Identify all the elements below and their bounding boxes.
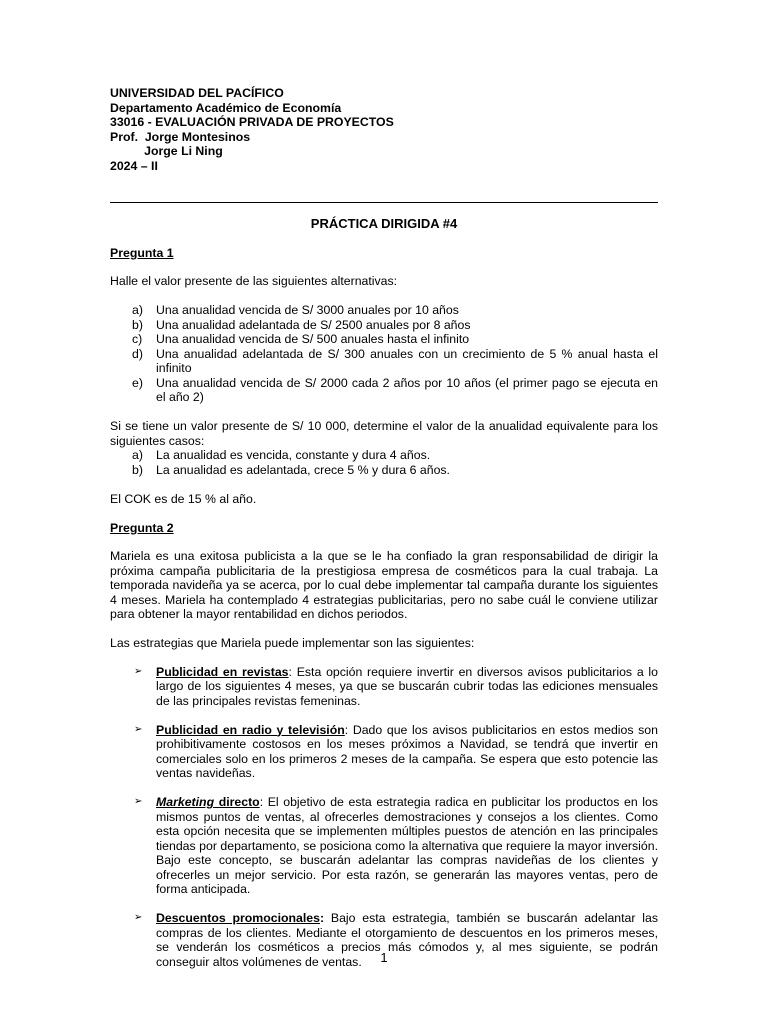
header-university: UNIVERSIDAD DEL PACÍFICO: [110, 86, 284, 100]
item-text: La anualidad es adelantada, crece 5 % y dura 6 años.: [156, 462, 450, 477]
item-text: Una anualidad vencida de S/ 500 anuales hasta el infinito: [156, 332, 470, 346]
item-label: a): [132, 303, 143, 317]
document-body: [110, 217, 658, 984]
strategy-separator: :: [288, 664, 292, 679]
strategy-separator: :: [319, 911, 325, 925]
item-label: e): [132, 375, 143, 390]
item-text: Una anualidad adelantada de S/ 300 anuales con un crecimiento de 5 % anual hasta el infinito: [156, 346, 658, 375]
item-label: b): [132, 462, 143, 477]
item-label: b): [132, 317, 143, 332]
question-2-heading: Pregunta 2: [110, 520, 174, 535]
question-1-cases: [110, 448, 658, 477]
header-course: 33016 - EVALUACIÓN PRIVADA DE PROYECTOS: [110, 115, 394, 129]
question-1-second-intro: Si se tiene un valor presente de S/ 10 000, determine el valor de la anualidad equivalente para los siguientes casos:: [110, 419, 658, 448]
strategy-text: El objetivo de esta estrategia radica en publicitar los productos en los mismos puntos de ventas, al ofrecerles demostraciones y consejos a los clientes. Como esta opción necesita que se implementen múltiples puestos de atención en las principales tiendas por departamento, se posiciona como la alternativa que requiere la mayor inversión. Bajo este concepto, se buscarán adelantar las compras navideñas de los clientes y ofrecerles un mejor servicio. Por esta razón, se generarán las mayores ventas, pero de forma anticipada.: [156, 795, 658, 896]
strategy-separator: :: [259, 795, 264, 809]
strategy-name: directo: [214, 795, 260, 809]
header-professor-1: Prof. Jorge Montesinos: [110, 129, 251, 144]
list-item: [110, 332, 658, 347]
page-title: PRÁCTICA DIRIGIDA #4: [310, 216, 458, 231]
header-department: Departamento Académico de Economía: [110, 100, 342, 115]
question-1-cok: El COK es de 15 % al año.: [110, 491, 257, 506]
strategy-item: [110, 795, 658, 897]
list-item: [110, 463, 658, 478]
strategy-name-italic: Marketing: [156, 795, 215, 809]
question-2-paragraph-1: Mariela es una exitosa publicista a la que se le ha confiado la gran responsabilidad de dirigir la próxima campaña publicitaria de la prestigiosa empresa de cosméticos para la cual trabaja. La temporada navideña ya se acerca, por lo cual debe implementar tal campaña durante los siguientes 4 meses. Mariela ha contemplado 4 estrategias publicitarias, pero no sabe cuál le conviene utilizar para obtener la mayor rentabilidad en dichos periodos.: [110, 549, 658, 621]
header-divider: [110, 202, 658, 203]
item-label: a): [132, 448, 143, 462]
list-item: [110, 376, 658, 405]
arrow-bullet-icon: ➢: [134, 723, 143, 735]
arrow-bullet-icon: ➢: [134, 796, 143, 807]
strategy-text: Dado que los avisos publicitarios en estos medios son prohibitivamente costosos en los meses próximos a Navidad, se tendrá que invertir en comerciales solo en los primeros 2 meses de la campaña. Se espera que esto potencie las ventas navideñas.: [156, 722, 658, 780]
header-term: 2024 – II: [110, 158, 158, 173]
strategy-item: [110, 665, 658, 709]
document-header: [110, 86, 394, 173]
question-1-heading: Pregunta 1: [110, 245, 174, 260]
list-item: [110, 347, 658, 376]
list-item: [110, 318, 658, 333]
item-text: Una anualidad vencida de S/ 3000 anuales por 10 años: [156, 303, 459, 317]
page-number: 1: [380, 950, 388, 965]
item-text: La anualidad es vencida, constante y dura 4 años.: [156, 448, 431, 462]
strategy-item: [110, 723, 658, 781]
strategy-separator: :: [344, 722, 349, 737]
strategies-list: [110, 665, 658, 970]
item-label: c): [132, 332, 143, 346]
header-professor-2: Jorge Li Ning: [110, 144, 223, 158]
question-1-intro: Halle el valor presente de las siguientes alternativas:: [110, 274, 398, 288]
arrow-bullet-icon: ➢: [134, 665, 143, 677]
strategy-text: Esta opción requiere invertir en diversos avisos publicitarios a lo largo de los siguientes 4 meses, ya que se buscarán cubrir todas las ediciones mensuales de las principales revistas femeninas.: [156, 664, 658, 708]
question-2-paragraph-2: Las estrategias que Mariela puede implementar son las siguientes:: [110, 636, 475, 650]
strategy-name: Publicidad en revistas: [156, 664, 289, 679]
item-text: Una anualidad adelantada de S/ 2500 anuales por 8 años: [156, 317, 471, 332]
strategy-name: Descuentos promocionales: [156, 911, 320, 925]
strategy-text: Bajo esta estrategia, también se buscarán adelantar las compras de los clientes. Mediante el otorgamiento de descuentos en los primeros meses, se venderán los cosméticos a precios más cómodos y, al mes siguiente, se podrán conseguir altos volúmenes de ventas.: [156, 911, 658, 969]
item-label: d): [132, 346, 143, 361]
question-1-alternatives: [110, 303, 658, 405]
list-item: [110, 448, 658, 463]
list-item: [110, 303, 658, 318]
item-text: Una anualidad vencida de S/ 2000 cada 2 años por 10 años (el primer pago se ejecuta en el año 2): [156, 375, 658, 404]
arrow-bullet-icon: ➢: [134, 912, 143, 923]
strategy-name: Publicidad en radio y televisión: [156, 722, 345, 737]
